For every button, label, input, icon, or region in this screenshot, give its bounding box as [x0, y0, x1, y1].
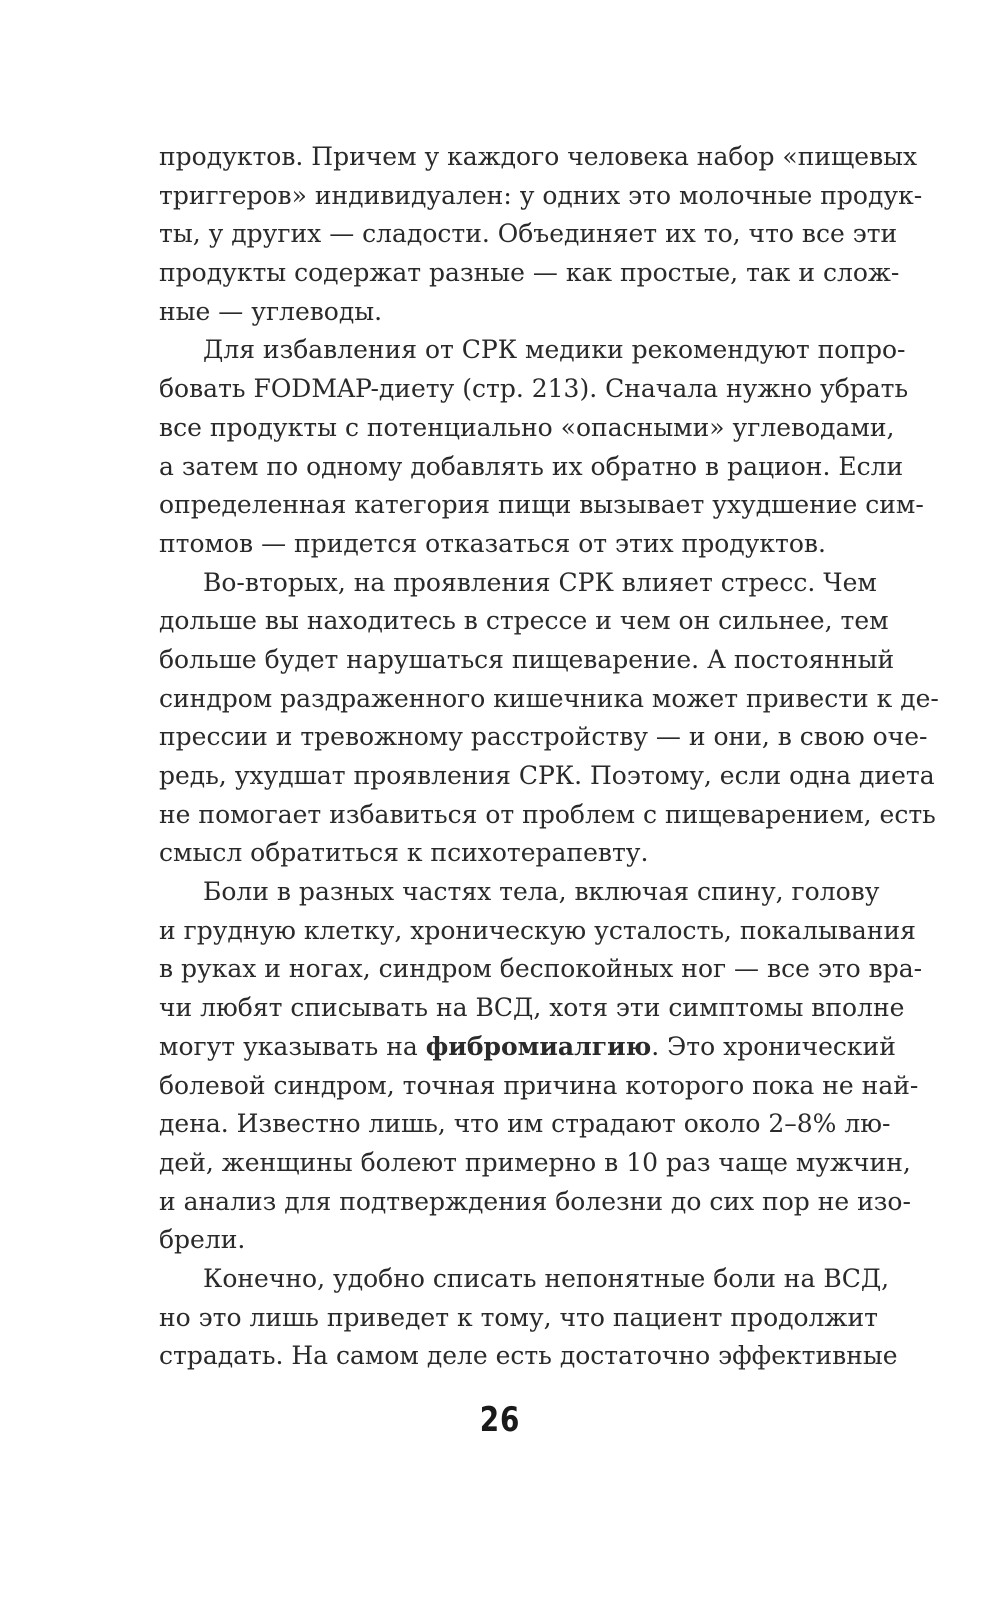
text-line: чи любят списывать на ВСД, хотя эти симптомы вполне: [159, 993, 905, 1023]
text-fragment: . Это хронический: [651, 1031, 896, 1061]
text-line: но это лишь приведет к тому, что пациент продолжит: [159, 1302, 878, 1332]
body-text: [159, 138, 939, 1376]
text-line: больше будет нарушаться пищеварение. А постоянный: [159, 644, 895, 674]
text-line: а затем по одному добавлять их обратно в рацион. Если: [159, 451, 904, 481]
text-line: ные — углеводы.: [159, 296, 383, 326]
text-line: синдром раздраженного кишечника может привести к де-: [159, 683, 939, 713]
text-line: и грудную клетку, хроническую усталость, покалывания: [159, 915, 916, 945]
paragraph-3: [159, 564, 939, 874]
text-line: брели.: [159, 1225, 246, 1255]
bold-term-fibromyalgia: фибромиалгию: [425, 1031, 652, 1061]
text-line: Для избавления от СРК медики рекомендуют попро-: [203, 335, 906, 365]
text-line: Во-вторых, на проявления СРК влияет стресс. Чем: [203, 567, 877, 597]
text-line: Боли в разных частях тела, включая спину, голову: [203, 877, 880, 907]
text-line: редь, ухудшат проявления СРК. Поэтому, если одна диета: [159, 761, 935, 790]
text-line: прессии и тревожному расстройству — и они, в свою оче-: [159, 722, 928, 752]
text-line: продукты содержат разные — как простые, так и слож-: [159, 258, 900, 288]
page-number: 26: [479, 1400, 521, 1440]
paragraph-2: [159, 331, 924, 563]
text-line: Конечно, удобно списать непонятные боли на ВСД,: [203, 1263, 890, 1293]
text-line-with-term: [159, 1028, 896, 1067]
text-line: дена. Известно лишь, что им страдают около 2–8% лю-: [159, 1109, 891, 1139]
text-line: дей, женщины болеют примерно в 10 раз чаще мужчин,: [159, 1147, 911, 1177]
text-line: продуктов. Причем у каждого человека набор «пищевых: [159, 142, 918, 171]
paragraph-1: [159, 138, 923, 331]
text-line: не помогает избавиться от проблем с пищеварением, есть: [159, 799, 936, 829]
text-line: болевой синдром, точная причина которого пока не най-: [159, 1070, 919, 1100]
text-line: смысл обратиться к психотерапевту.: [159, 838, 649, 868]
text-line: ты, у других — сладости. Объединяет их то, что все эти: [159, 219, 898, 249]
text-line: в руках и ногах, синдром беспокойных ног — все это вра-: [159, 954, 923, 984]
paragraph-4: [159, 873, 923, 1260]
paragraph-5: [159, 1260, 898, 1376]
text-line: все продукты с потенциально «опасными» углеводами,: [159, 412, 895, 442]
text-line: страдать. На самом деле есть достаточно эффективные: [159, 1341, 898, 1371]
text-line: птомов — придется отказаться от этих продуктов.: [159, 528, 826, 558]
text-line: и анализ для подтверждения болезни до сих пор не изо-: [159, 1186, 911, 1216]
text-line: триггеров» индивидуален: у одних это молочные продук-: [159, 180, 923, 210]
text-line: бовать FODMAP-диету (стр. 213). Сначала нужно убрать: [159, 374, 909, 404]
text-fragment: могут указывать на: [159, 1031, 426, 1061]
text-line: дольше вы находитесь в стрессе и чем он сильнее, тем: [159, 606, 889, 636]
text-line: определенная категория пищи вызывает ухудшение сим-: [159, 490, 924, 520]
